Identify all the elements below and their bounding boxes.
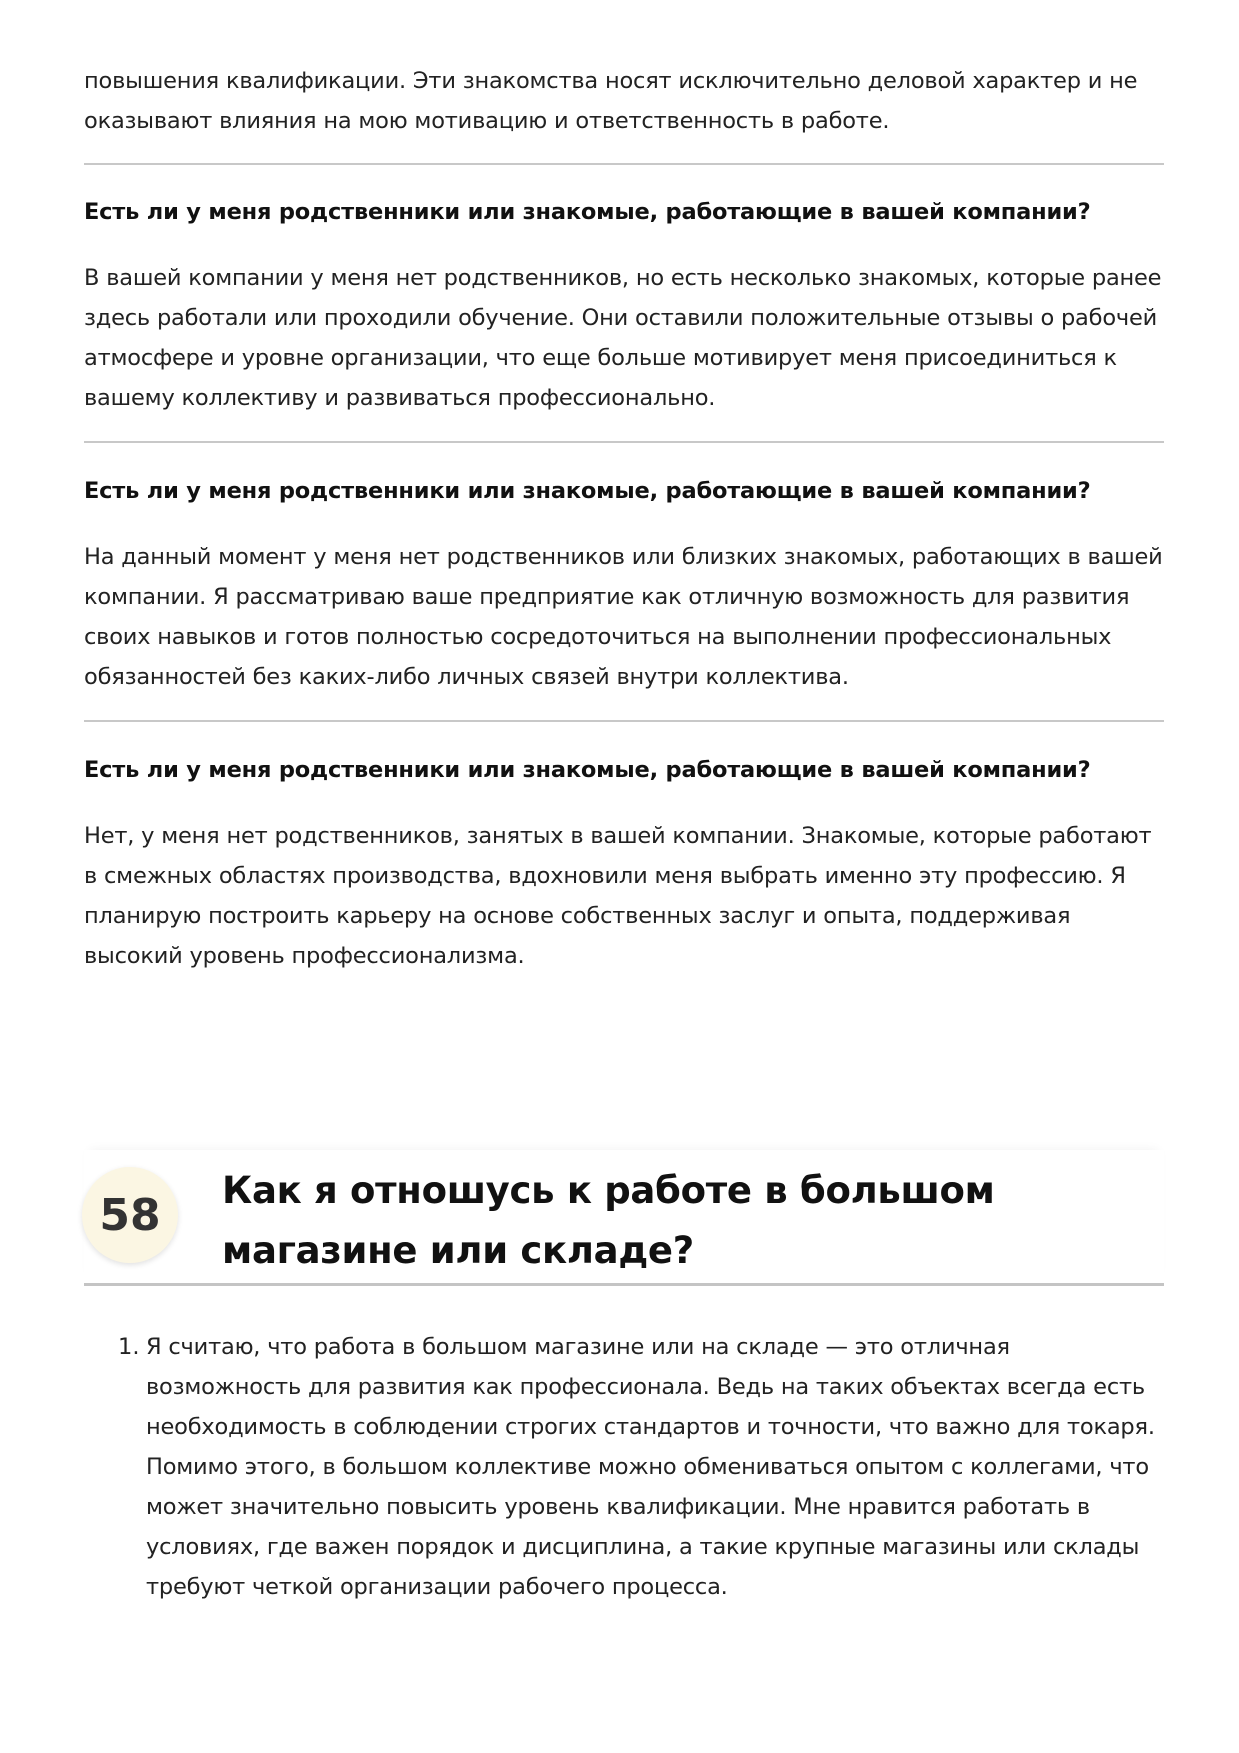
qa-answer-2: На данный момент у меня нет родственников или близких знакомых, работающих в вашей компании. Я рассматриваю ваше предприятие как отличную возможность для развития своих навыков и готов полностью сосредоточиться на выполнении профессиональных обязанностей без каких-либо личных связей внутри коллектива.: [84, 544, 1163, 690]
divider: [84, 441, 1164, 443]
divider: [84, 163, 1164, 165]
section-divider: [84, 1283, 1164, 1286]
section-title: Как я отношусь к работе в большом магазине или складе?: [222, 1169, 995, 1272]
divider: [84, 720, 1164, 722]
intro-paragraph: повышения квалификации. Эти знакомства носят исключительно деловой характер и не оказывают влияния на мою мотивацию и ответственность в работе.: [84, 68, 1138, 134]
qa-question-1: Есть ли у меня родственники или знакомые, работающие в вашей компании?: [84, 199, 1091, 225]
list-item: [84, 1327, 1164, 1607]
list-item-text: Я считаю, что работа в большом магазине или на складе — это отличная возможность для развития как профессионала. Ведь на таких объектах всегда есть необходимость в соблюдении строгих стандартов и точности, что важно для токаря. Помимо этого, в большом коллективе можно обмениваться опытом с коллегами, что может значительно повысить уровень квалификации. Мне нравится работать в условиях, где важен порядок и дисциплина, а такие крупные магазины или склады требуют четкой организации рабочего процесса.: [146, 1334, 1155, 1600]
section-number-badge: 58: [82, 1167, 178, 1263]
qa-answer-3: Нет, у меня нет родственников, занятых в вашей компании. Знакомые, которые работают в смежных областях производства, вдохновили меня выбрать именно эту профессию. Я планирую построить карьеру на основе собственных заслуг и опыта, поддерживая высокий уровень профессионализма.: [84, 823, 1152, 969]
qa-question-2: Есть ли у меня родственники или знакомые, работающие в вашей компании?: [84, 478, 1091, 504]
list-item-number: 1.: [118, 1334, 140, 1360]
answer-list: [84, 1327, 1164, 1607]
qa-answer-1: В вашей компании у меня нет родственников, но есть несколько знакомых, которые ранее здесь работали или проходили обучение. Они оставили положительные отзывы о рабочей атмосфере и уровне организации, что еще больше мотивирует меня присоединиться к вашему коллективу и развиваться профессионально.: [84, 265, 1162, 411]
qa-question-3: Есть ли у меня родственники или знакомые, работающие в вашей компании?: [84, 757, 1091, 783]
